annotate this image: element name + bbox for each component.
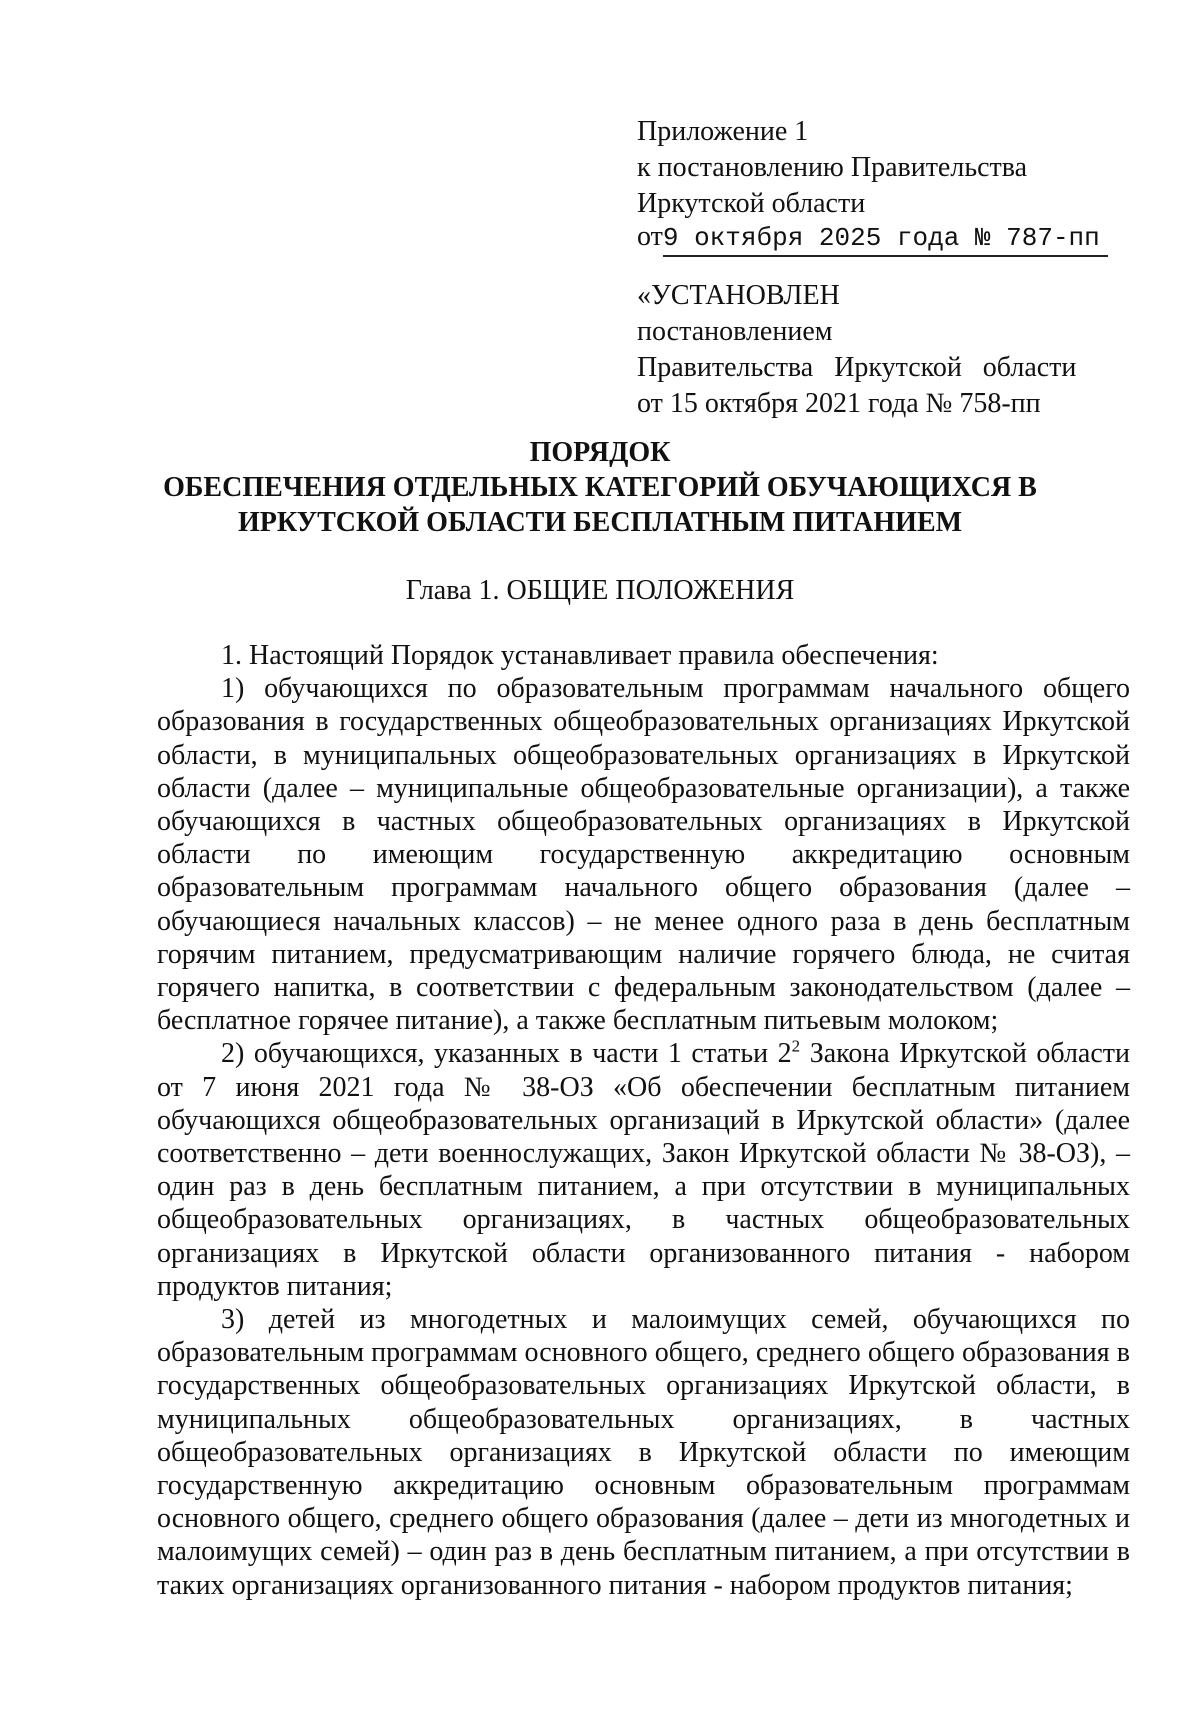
paragraph-1-text: 1. Настоящий Порядок устанавливает правила обеспечения: [221,640,939,671]
document-title-line-1: ПОРЯДОК [529,437,671,468]
article-superscript: 2 [791,1037,801,1057]
appendix-line-2: к постановлению Правительства [637,152,1028,183]
appendix-date-value: 9 октября 2025 года № 787-пп [663,222,1108,257]
paragraph-item-3 [157,1303,1130,1602]
appendix-header [637,115,1108,257]
approval-line-4: от 15 октября 2021 года № 758-пп [637,388,1041,419]
chapter-heading: Глава 1. ОБЩИЕ ПОЛОЖЕНИЯ [405,575,795,606]
appendix-date-line [637,220,1108,257]
paragraph-1 [157,639,1130,672]
appendix-date-prefix: от [637,221,663,252]
paragraph-item-2-text-a: 2) обучающихся, указанных в части 1 статьи 2 [221,1038,792,1070]
approval-line-1: «УСТАНОВЛЕН [637,280,840,311]
approval-line-3: Правительства Иркутской области [637,352,1077,383]
approval-line-2: постановлением [637,316,833,347]
appendix-line-1: Приложение 1 [637,116,809,147]
document-body [157,639,1130,1602]
paragraph-item-1 [157,672,1130,1037]
approval-stamp [637,279,1076,420]
paragraph-item-2-text-b: Закона Иркутской области от 7 июня 2021 года № 38-ОЗ «Об обеспечении бесплатным питанием обучающихся общеобразовательных организаций в Иркутской области» (далее соответственно – дети военнослужащих, Закон Иркутской области № 38-ОЗ), – один раз в день бесплатным питанием, а при отсутствии в муниципальных общеобразовательных организациях, в частных общеобразовательных организациях в Иркутской области организованного питания - набором продуктов питания; [157,1038,1130,1302]
paragraph-item-1-text: 1) обучающихся по образовательным программам начального общего образования в государственных общеобразовательных организациях Иркутской области, в муниципальных общеобразовательных организациях в Иркутской области (далее – муниципальные общеобразовательные организации), а также обучающихся в частных общеобразовательных организациях в Иркутской области по имеющим государственную аккредитацию основным образовательным программам начального общего образования (далее – обучающиеся начальных классов) – не менее одного раза в день бесплатным горячим питанием, предусматривающим наличие горячего блюда, не считая горячего напитка, в соответствии с федеральным законодательством (далее – бесплатное горячее питание), а также бесплатным питьевым молоком; [157,673,1130,1037]
paragraph-item-3-text: 3) детей из многодетных и малоимущих семей, обучающихся по образовательным программам основного общего, среднего общего образования в государственных общеобразовательных организациях Иркутской области, в муниципальных общеобразовательных организациях, в частных общеобразовательных организациях в Иркутской области по имеющим государственную аккредитацию основным образовательным программам основного общего, среднего общего образования (далее – дети из многодетных и малоимущих семей) – один раз в день бесплатным питанием, а при отсутствии в таких организациях организованного питания - набором продуктов питания; [157,1304,1130,1601]
document-title-line-2: ОБЕСПЕЧЕНИЯ ОТДЕЛЬНЫХ КАТЕГОРИЙ ОБУЧАЮЩИХСЯ В [163,472,1037,503]
paragraph-item-2 [157,1037,1130,1303]
document-title-line-3: ИРКУТСКОЙ ОБЛАСТИ БЕСПЛАТНЫМ ПИТАНИЕМ [237,507,963,538]
appendix-line-3: Иркутской области [637,188,866,219]
